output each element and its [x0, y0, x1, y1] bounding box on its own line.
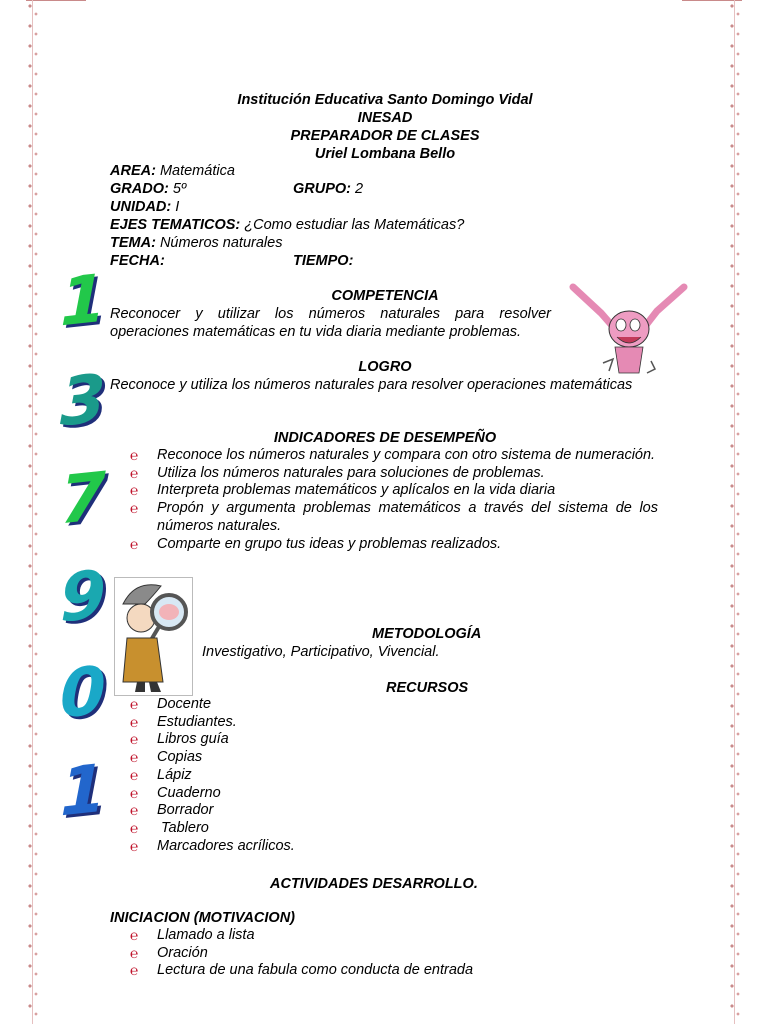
- logro-title: LOGRO: [358, 359, 412, 375]
- list-item: ℮ Lectura de una fabula como conducta de entrada: [130, 962, 474, 979]
- spiral-bullet-icon: ℮: [130, 927, 139, 943]
- list-item: ℮ Interpreta problemas matemáticos y aplícalos en la vida diaria: [130, 482, 556, 499]
- detective-cartoon-image: [114, 577, 193, 696]
- document-type: PREPARADOR DE CLASES: [290, 128, 480, 144]
- spiral-bullet-icon: ℮: [130, 535, 139, 552]
- decorative-digit: 0: [60, 651, 106, 734]
- iniciacion-list: [130, 927, 630, 980]
- list-item: ℮ Lápiz: [130, 766, 192, 783]
- spiral-bullet-icon: ℮: [130, 802, 139, 819]
- list-item: ℮ Llamado a lista: [130, 927, 255, 943]
- indicadores-title: INDICADORES DE DESEMPEÑO: [273, 430, 497, 446]
- spiral-bullet-icon: ℮: [130, 784, 139, 801]
- meta-grado-grupo: GRADO: 5º GRUPO: 2: [110, 181, 364, 197]
- list-item: ℮ Tablero: [130, 819, 209, 836]
- spiral-bullet-icon: ℮: [130, 766, 139, 783]
- list-item: ℮ Oración: [130, 944, 208, 961]
- actividades-title: ACTIVIDADES DESARROLLO.: [270, 876, 478, 892]
- list-item: ℮ Copias: [130, 749, 203, 766]
- class-metadata: [110, 162, 660, 270]
- iniciacion-title: INICIACION (MOTIVACION): [110, 910, 295, 926]
- competencia-text: Reconocer y utilizar los números naturales para resolver operaciones matemáticas en tu vida diaria mediante problemas.: [110, 306, 551, 340]
- school-name: Institución Educativa Santo Domingo Vidal: [237, 92, 533, 108]
- meta-tema: TEMA: Números naturales: [110, 235, 283, 251]
- decorative-digit: 1: [60, 259, 106, 342]
- spiral-bullet-icon: ℮: [130, 500, 139, 517]
- metodologia-text: Investigativo, Participativo, Vivencial.: [202, 644, 440, 660]
- list-item: ℮ Cuaderno: [130, 784, 221, 801]
- spiral-bullet-icon: ℮: [130, 447, 139, 463]
- competencia-title: COMPETENCIA: [331, 288, 439, 304]
- list-item: ℮ Estudiantes.: [130, 713, 237, 730]
- spiral-bullet-icon: ℮: [130, 696, 139, 712]
- spiral-bullet-icon: ℮: [130, 713, 139, 730]
- spiral-bullet-icon: ℮: [130, 819, 139, 836]
- metodologia-title: METODOLOGÍA: [372, 626, 482, 642]
- spiral-bullet-icon: ℮: [130, 944, 139, 961]
- list-item: ℮ Utiliza los números naturales para soluciones de problemas.: [130, 464, 545, 481]
- indicadores-list: [130, 447, 658, 553]
- recursos-title: RECURSOS: [386, 680, 469, 696]
- logro-text: Reconoce y utiliza los números naturales para resolver operaciones matemáticas: [110, 377, 633, 393]
- decorative-digit: 1: [60, 749, 106, 832]
- decorative-digit: 7: [60, 457, 106, 540]
- meta-area: AREA: Matemática: [110, 163, 235, 179]
- list-item: ℮ Marcadores acrílicos.: [130, 837, 295, 854]
- spiral-bullet-icon: ℮: [130, 731, 139, 748]
- school-acronym: INESAD: [357, 110, 413, 126]
- spiral-bullet-icon: ℮: [130, 837, 139, 854]
- meta-ejes: EJES TEMATICOS: ¿Como estudiar las Matemáticas?: [110, 217, 465, 233]
- meta-unidad: UNIDAD: I: [110, 199, 180, 215]
- document-header: [110, 91, 660, 163]
- decorative-digit: 3: [60, 359, 106, 442]
- teacher-name: Uriel Lombana Bello: [314, 146, 456, 162]
- decorative-digit: 9: [60, 555, 106, 638]
- list-item: ℮ Libros guía: [130, 731, 229, 748]
- spiral-bullet-icon: ℮: [130, 749, 139, 766]
- list-item: ℮ Comparte en grupo tus ideas y problemas realizados.: [130, 535, 502, 552]
- page-border-right: [728, 0, 742, 1024]
- recursos-list: [130, 696, 530, 855]
- meta-fecha-tiempo: FECHA: TIEMPO:: [110, 253, 354, 269]
- page-border-left: [26, 0, 40, 1024]
- list-item: ℮ Reconoce los números naturales y compara con otro sistema de numeración.: [130, 447, 656, 463]
- spiral-bullet-icon: ℮: [130, 962, 139, 979]
- list-item: ℮ Docente: [130, 696, 212, 712]
- list-item: ℮ Propón y argumenta problemas matemáticos a través del sistema de los números naturales.: [130, 500, 658, 534]
- spiral-bullet-icon: ℮: [130, 482, 139, 499]
- list-item: ℮ Borrador: [130, 802, 214, 819]
- spiral-bullet-icon: ℮: [130, 464, 139, 481]
